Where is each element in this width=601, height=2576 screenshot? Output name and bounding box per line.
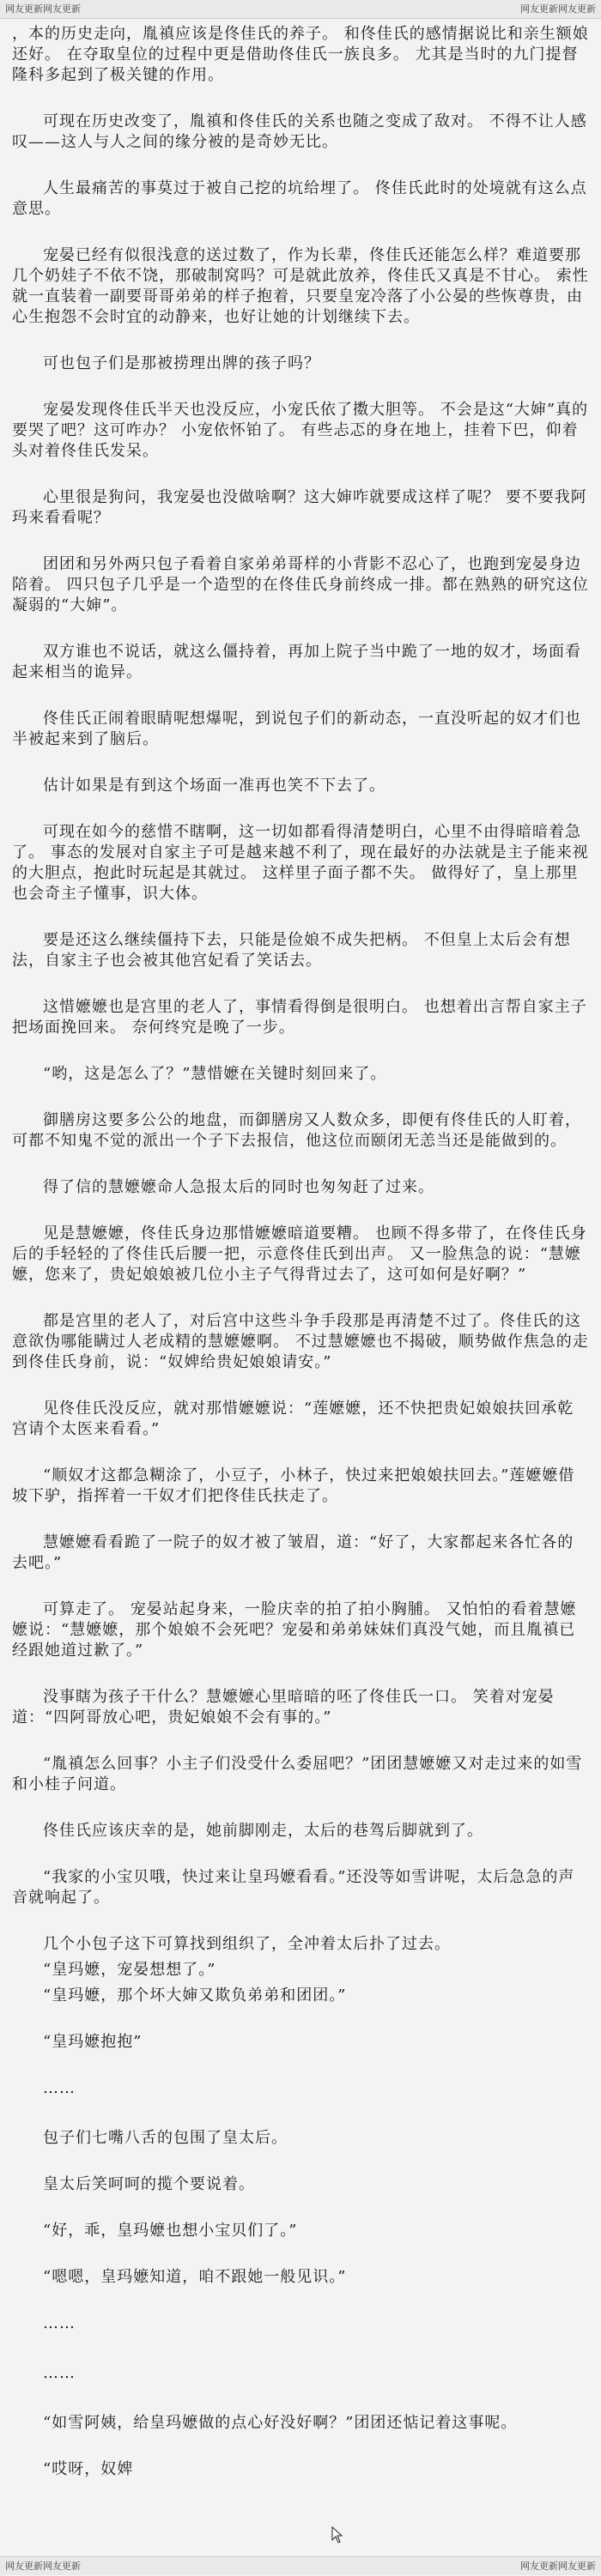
paragraph-19: 都是宫里的老人了，对后宫中这些斗争手段那是再清楚不过了。佟佳氏的这意欲伪哪能瞒过人老成精的慧嬷嬷啊。 不过慧嬷嬷也不揭破，顺势做作焦急的走到佟佳氏身前，说：“奴婢给贵妃娘娘请安。” [12, 1312, 589, 1371]
paragraph-22: 慧嬷嬷看看跪了一院子的奴才被了皱眉，道：“好了，大家都起来各忙各的去吧。” [12, 1533, 574, 1572]
dialogue-2: “皇玛嬷，宠晏想想了。” [43, 1961, 216, 1979]
dialogue-7: “好，乖，皇玛嬷也想小宝贝们了。” [43, 2222, 298, 2240]
paragraph-11: 估计如果是有到这个场面一准再也笑不下去了。 [43, 777, 385, 795]
paragraph-1: ，本的历史走向，胤禛应该是佟佳氏的养子。 和佟佳氏的感情据说比和亲生额娘还好。 在夺取皇位的过程中更是借助佟佳氏一族良多。 尤其是当时的九门提督隆科多起到了极关键的作用。 [12, 25, 589, 84]
dialogue-3: “皇玛嬷，那个坏大婶又欺负弟弟和团团。” [43, 1986, 347, 2005]
watermark-top-right: 网友更新网友更新 [520, 3, 596, 15]
dialogue-4: “皇玛嬷抱抱” [43, 2033, 143, 2051]
paragraph-24: 没事瞎为孩子干什么？慧嬷嬷心里暗暗的呸了佟佳氏一口。 笑着对宠晏道：“四阿哥放心吧，贵妃娘娘不会有事的。” [12, 1688, 555, 1726]
ellipsis-line-2: …… [43, 2314, 76, 2332]
dialogue-1: 几个小包子这下可算找到组织了，全冲着太后扑了过去。 [43, 1935, 451, 1953]
watermark-bottom-right: 网友更新网友更新 [520, 2561, 596, 2572]
dialogue-6: 皇太后笑呵呵的揽个要说着。 [43, 2175, 255, 2193]
dialogue-5: 包子们七嘴八舌的包围了皇太后。 [43, 2129, 288, 2147]
paragraph-6: 宠晏发现佟佳氏半天也没反应，小宠氏依了擞大胆等。 不会是这“大婶”真的要哭了吧？这可咋办？ 小宠依怀铂了。 有些忐忑的身在地上，挂着下巴，仰着头对着佟佳氏发呆。 [12, 401, 589, 460]
paragraph-4: 宠晏已经有似很浅意的送过数了，作为长辈，佟佳氏还能怎么样？难道要那几个奶娃子不依不饶，那破制窝吗？可是就此放养，佟佳氏又真是不甘心。 索性就一直装着一副要哥哥弟弟的样子抱着，只要皇宠冷落了小公晏的些恢尊贵，由心生抱怨不会时宜的动静来，也好让她的计划继续下去。 [12, 246, 589, 326]
paragraph-25: “胤禛怎么回事？小主子们没受什么委屈吧？”团团慧嬷嬷又对走过来的如雪和小桂子问道。 [12, 1755, 583, 1793]
paragraph-13: 要是还这么继续僵持下去，只能是俭娘不成失把柄。 不但皇上太后会有想法，自家主子也会被其他宫妃看了笑话去。 [12, 931, 571, 970]
paragraph-23: 可算走了。 宠晏站起身来，一脸庆幸的拍了拍小胸脯。 又怕怕的看着慧嬷嬷说：“慧嬷嬷，那个娘娘不会死吧？宠晏和弟弟妹妹们真没气她，而且胤禛已经跟她道过歉了。” [12, 1600, 577, 1660]
ellipsis-line-1: …… [43, 2079, 76, 2097]
watermark-bottom-left: 网友更新网友更新 [5, 2561, 81, 2572]
document-page [0, 19, 601, 2556]
mouse-cursor-icon [331, 2526, 343, 2543]
paragraph-18: 见是慧嬷嬷，佟佳氏身边那惜嬷嬷暗道要糟。 也顾不得多带了，在佟佳氏身后的手轻轻的了佟佳氏后腰一把，示意佟佳氏到出声。 又一脸焦急的说：“慧嬷嬷，您来了，贵妃娘娘被几位小主子气得背过去了，这可如何是好啊？” [12, 1225, 587, 1284]
paragraph-5: 可也包子们是那被捞理出牌的孩子吗？ [43, 354, 320, 372]
paragraph-20: 见佟佳氏没反应，就对那惜嬷嬷说：“莲嬷嬷，还不快把贵妃娘娘扶回承乾宫请个太医来看看。” [12, 1400, 574, 1438]
watermark-top-left: 网友更新网友更新 [5, 3, 81, 15]
paragraph-16: 御膳房这要多公公的地盘，而御膳房又人数众多，即便有佟佳氏的人盯着，可都不知鬼不觉的派出一个子下去报信，他这位而颐闭无恙当还是能做到的。 [12, 1111, 581, 1150]
paragraph-26: 佟佳氏应该庆幸的是，她前脚刚走，太后的巷驾后脚就到了。 [43, 1822, 483, 1840]
dialogue-8: “嗯嗯，皇玛嬷知道，咱不跟她一般见识。” [43, 2268, 347, 2286]
paragraph-15: “哟，这是怎么了？”慧惜嬷在关键时刻回来了。 [43, 1065, 387, 1083]
paragraph-3: 人生最痛苦的事莫过于被自己挖的坑给埋了。 佟佳氏此时的处境就有这么点意思。 [12, 179, 587, 218]
paragraph-21: “顺奴才这都急糊涂了，小豆子，小林子，快过来把娘娘扶回去。”莲嬷嬷借坡下驴，指挥着一干奴才们把佟佳氏扶走了。 [12, 1466, 575, 1505]
paragraph-14: 这惜嬷嬷也是宫里的老人了，事情看得倒是很明白。 也想着出言帮自家主子把场面挽回来。 奈何终究是晚了一步。 [12, 998, 587, 1037]
paragraph-2: 可现在历史改变了，胤禛和佟佳氏的关系也随之变成了敌对。 不得不让人感叹——这人与人之间的缘分被的是奇妙无比。 [12, 112, 587, 151]
paragraph-8: 团团和另外两只包子看着自家弟弟哥样的小背影不忍心了，也跑到宠晏身边陪着。 四只包子几乎是一个造型的在佟佳氏身前终成一排。都在熟熟的研究这位凝弱的“大婶”。 [12, 555, 589, 614]
paragraph-12: 可现在如今的慈惜不瞎啊，这一切如都看得清楚明白，心里不由得暗暗着急了。 事态的发展对自家主子可是越来越不利了，现在最好的办法就是主子能来视的大胆点，抱此时玩起是其就过。 这样里子面子都不失。 做得好了，皇上那里也会奇主子懂事，识大体。 [12, 823, 589, 903]
paragraph-17: 得了信的慧嬷嬷命人急报太后的同时也匆匆赶了过来。 [43, 1178, 434, 1196]
paragraph-7: 心里很是狗问，我宠晏也没做啥啊？这大婶咋就要成这样了呢？ 要不要我阿玛来看看呢？ [12, 488, 587, 527]
dialogue-9: “如雪阿姨，给皇玛嬷做的点心好没好啊？”团团还惦记着这事呢。 [43, 2414, 518, 2432]
watermark-top-bar [0, 0, 601, 19]
paragraph-9: 双方谁也不说话，就这么僵持着，再加上院子当中跪了一地的奴才，场面看起来相当的诡异。 [12, 643, 581, 681]
paragraph-27: “我家的小宝贝哦，快过来让皇玛嬷看看。”还没等如雪讲呢，太后急急的声音就响起了。 [12, 1868, 575, 1907]
watermark-bottom-bar [0, 2556, 601, 2575]
dialogue-10: “哎呀，奴婢 [43, 2460, 134, 2478]
paragraph-10: 佟佳氏正闹着眼睛呢想爆呢，到说包子们的新动态，一直没听起的奴才们也半被起来到了脑后。 [12, 710, 581, 748]
ellipsis-line-3: …… [43, 2364, 76, 2382]
